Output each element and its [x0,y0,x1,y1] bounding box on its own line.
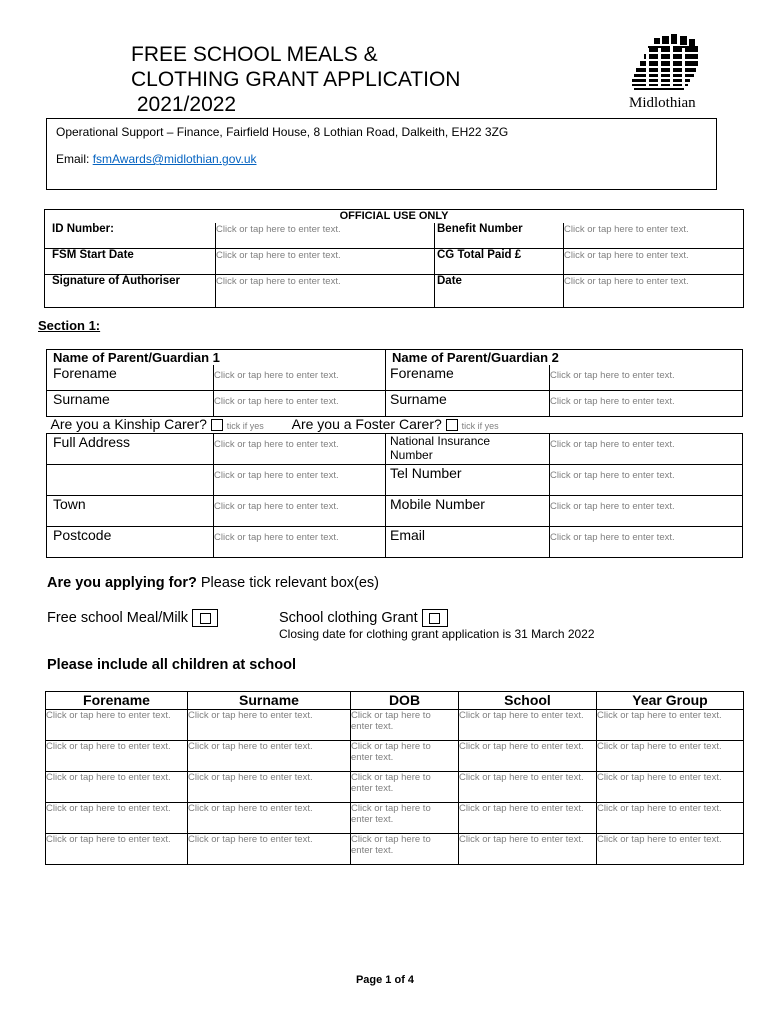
child-school-field[interactable]: Click or tap here to enter text. [459,710,584,721]
applying-for-bold: Are you applying for? [47,575,197,591]
child-dob-field[interactable]: Click or tap here to enter text. [351,772,431,794]
foster-checkbox[interactable] [446,419,458,431]
child-school-field[interactable]: Click or tap here to enter text. [459,803,584,814]
g1-surname-label: Surname [53,391,110,407]
child-dob-field[interactable]: Click or tap here to enter text. [351,710,431,732]
id-number-field[interactable]: Click or tap here to enter text. [216,224,341,235]
child-surname-field[interactable]: Click or tap here to enter text. [188,710,313,721]
meal-checkbox[interactable] [192,609,218,627]
child-year-group-field[interactable]: Click or tap here to enter text. [597,772,722,783]
tel-number-label: Tel Number [390,465,462,481]
table-row [46,803,744,834]
address-spacer [47,465,214,496]
email-link[interactable]: fsmAwards@midlothian.gov.uk [92,152,257,166]
child-school-field[interactable]: Click or tap here to enter text. [459,741,584,752]
child-school-field[interactable]: Click or tap here to enter text. [459,834,584,845]
table-cell [597,834,744,865]
kinship-question: Are you a Kinship Carer? [50,416,207,432]
table-cell [188,710,351,741]
official-use-table [44,209,744,308]
table-cell [597,741,744,772]
fsm-start-field[interactable]: Click or tap here to enter text. [216,250,341,261]
table-row [46,710,744,741]
g1-surname-field[interactable]: Click or tap here to enter text. [214,396,339,407]
guardian-1-heading: Name of Parent/Guardian 1 [53,350,220,365]
child-surname-field[interactable]: Click or tap here to enter text. [188,803,313,814]
clothing-option [279,609,448,627]
g2-surname-label: Surname [390,391,447,407]
cg-total-label: CG Total Paid £ [437,249,522,261]
mobile-number-field[interactable]: Click or tap here to enter text. [550,501,675,512]
child-year-group-field[interactable]: Click or tap here to enter text. [597,834,722,845]
child-year-group-field[interactable]: Click or tap here to enter text. [597,803,722,814]
col-surname: Surname [188,692,351,710]
children-table [45,691,744,865]
foster-question: Are you a Foster Carer? [291,416,442,432]
contact-box [46,118,717,190]
table-cell [597,710,744,741]
full-address-label: Full Address [53,434,131,450]
parent-details-table [46,349,743,558]
form-title [131,42,460,117]
town-label: Town [53,496,86,512]
child-dob-field[interactable]: Click or tap here to enter text. [351,803,431,825]
child-surname-field[interactable]: Click or tap here to enter text. [188,741,313,752]
meal-option [47,609,218,627]
email-label: Email: [56,152,93,166]
table-row [46,834,744,865]
child-surname-field[interactable]: Click or tap here to enter text. [188,772,313,783]
table-cell [597,803,744,834]
child-year-group-field[interactable]: Click or tap here to enter text. [597,710,722,721]
foster-tick-hint: tick if yes [461,421,499,431]
table-cell [351,803,459,834]
child-forename-field[interactable]: Click or tap here to enter text. [46,741,171,752]
table-cell [597,772,744,803]
title-line-3: 2021/2022 [131,93,237,116]
town-field[interactable]: Click or tap here to enter text. [214,501,339,512]
benefit-number-label: Benefit Number [437,223,523,235]
g2-surname-field[interactable]: Click or tap here to enter text. [550,396,675,407]
col-school: School [459,692,597,710]
postcode-field[interactable]: Click or tap here to enter text. [214,532,339,543]
col-dob: DOB [351,692,459,710]
col-year-group: Year Group [597,692,744,710]
email-line [56,152,257,166]
date-label: Date [437,275,462,287]
child-dob-field[interactable]: Click or tap here to enter text. [351,834,431,856]
table-cell [459,772,597,803]
child-dob-field[interactable]: Click or tap here to enter text. [351,741,431,763]
children-heading: Please include all children at school [47,657,296,673]
guardian-2-heading: Name of Parent/Guardian 2 [392,350,559,365]
address-line-2-field[interactable]: Click or tap here to enter text. [214,470,339,481]
mobile-number-label: Mobile Number [390,496,485,512]
table-cell [188,803,351,834]
g1-forename-label: Forename [53,365,117,381]
table-cell [188,834,351,865]
child-school-field[interactable]: Click or tap here to enter text. [459,772,584,783]
table-cell [459,741,597,772]
table-cell [46,834,188,865]
child-forename-field[interactable]: Click or tap here to enter text. [46,710,171,721]
child-year-group-field[interactable]: Click or tap here to enter text. [597,741,722,752]
closing-date-note: Closing date for clothing grant application is 31 March 2022 [279,627,595,641]
meal-option-label: Free school Meal/Milk [47,609,189,626]
title-line-1: FREE SCHOOL MEALS & [131,43,378,66]
clothing-option-label: School clothing Grant [279,609,418,626]
g2-forename-field[interactable]: Click or tap here to enter text. [550,370,675,381]
address-line-1-field[interactable]: Click or tap here to enter text. [214,439,339,450]
date-field[interactable]: Click or tap here to enter text. [564,276,689,287]
section-1-heading: Section 1: [38,318,101,333]
table-cell [351,741,459,772]
table-row [46,772,744,803]
official-use-header: OFFICIAL USE ONLY [45,210,744,224]
table-cell [188,741,351,772]
signature-label: Signature of Authoriser [52,275,180,287]
signature-field[interactable]: Click or tap here to enter text. [216,276,341,287]
national-insurance-field[interactable]: Click or tap here to enter text. [550,439,675,450]
child-surname-field[interactable]: Click or tap here to enter text. [188,834,313,845]
table-cell [459,834,597,865]
postcode-label: Postcode [53,527,112,543]
clothing-checkbox[interactable] [422,609,448,627]
table-cell [459,803,597,834]
applying-for-rest: Please tick relevant box(es) [196,575,379,591]
children-rows [46,710,744,865]
applying-for-heading [47,575,379,591]
child-forename-field[interactable]: Click or tap here to enter text. [46,772,171,783]
kinship-checkbox[interactable] [211,419,223,431]
table-cell [188,772,351,803]
page-number: Page 1 of 4 [355,974,415,986]
fsm-start-label: FSM Start Date [52,249,134,261]
child-forename-field[interactable]: Click or tap here to enter text. [46,834,171,845]
table-cell [351,710,459,741]
table-cell [459,710,597,741]
cg-total-field[interactable]: Click or tap here to enter text. [564,250,689,261]
table-row [46,741,744,772]
table-cell [46,741,188,772]
table-cell [351,772,459,803]
tel-number-field[interactable]: Click or tap here to enter text. [550,470,675,481]
address-text: Operational Support – Finance, Fairfield House, 8 Lothian Road, Dalkeith, EH22 3ZG [56,125,509,139]
email-field[interactable]: Click or tap here to enter text. [550,532,675,543]
id-number-label: ID Number: [52,223,114,235]
benefit-number-field[interactable]: Click or tap here to enter text. [564,224,689,235]
table-cell [46,803,188,834]
table-cell [351,834,459,865]
g1-forename-field[interactable]: Click or tap here to enter text. [214,370,339,381]
col-forename: Forename [46,692,188,710]
table-cell [46,772,188,803]
national-insurance-label: National Insurance Number [390,434,491,462]
table-cell [46,710,188,741]
kinship-tick-hint: tick if yes [226,421,264,431]
title-line-2: CLOTHING GRANT APPLICATION [131,68,461,91]
email-field-label: Email [390,527,426,543]
g2-forename-label: Forename [390,365,454,381]
child-forename-field[interactable]: Click or tap here to enter text. [46,803,171,814]
logo-wordmark: Midlothian [629,95,696,111]
